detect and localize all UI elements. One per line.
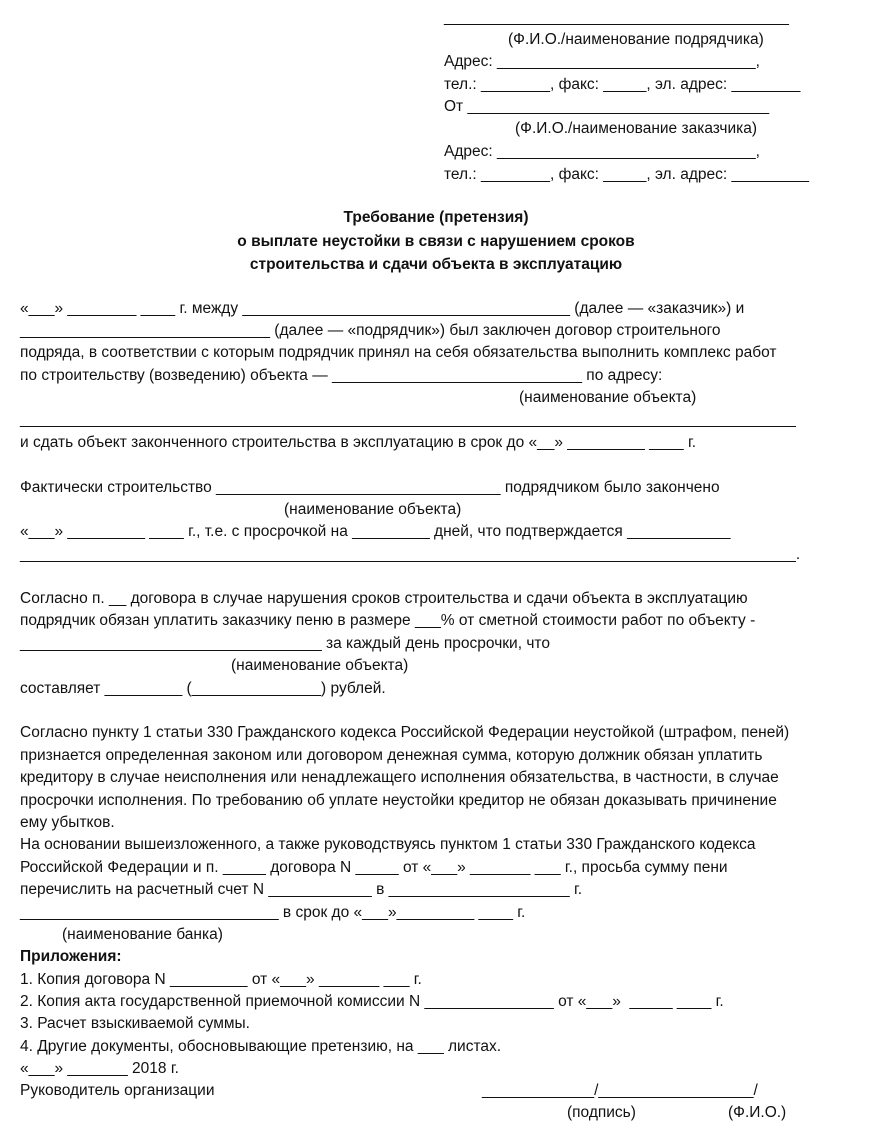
attachment-item: 2. Копия акта государственной приемочной комиссии N _______________ от «___» _____ ____ г. [20, 993, 724, 1010]
contractor-contacts: тел.: ________, факс: _____, эл. адрес: ________ [444, 76, 801, 93]
object-name-caption: (наименование объекта) [519, 389, 697, 406]
attachments-heading: Приложения: [20, 948, 122, 965]
para4-line5: ему убытков. [20, 814, 115, 831]
contractor-caption: (Ф.И.О./наименование подрядчика) [508, 31, 764, 48]
document-date: «___» _______ 2018 г. [20, 1060, 179, 1077]
attachment-item: 1. Копия договора N _________ от «___» _______ ___ г. [20, 971, 422, 988]
para4-line2: признается определенная законом или договором денежная сумма, которую должник обязан уплатить [20, 747, 763, 764]
customer-caption: (Ф.И.О./наименование заказчика) [515, 120, 758, 137]
title-line-1: Требование (претензия) [343, 209, 529, 226]
bank-name-caption: (наименование банка) [62, 926, 223, 943]
para1-line3: подряда, в соответствии с которым подрядчик принял на себя обязательства выполнить комплекс работ [20, 344, 777, 361]
para1-line2: _____________________________ (далее — «подрядчик») был заключен договор строительного [20, 322, 721, 339]
from-line: От ___________________________________ [444, 98, 770, 115]
para4-line1: Согласно пункту 1 статьи 330 Гражданского кодекса Российской Федерации неустойкой (штрафом, пеней) [20, 724, 790, 741]
para4-line4: просрочки исполнения. По требованию об уплате неустойки кредитор не обязан доказывать причинение [20, 792, 777, 809]
para5-line2: Российской Федерации и п. _____ договора N _____ от «___» _______ ___ г., просьба сумму пени [20, 859, 728, 876]
signature-caption: (подпись) [567, 1104, 636, 1121]
contractor-name-line: ________________________________________ [444, 9, 789, 26]
para1-line1: «___» ________ ____ г. между ______________________________________ (далее — «заказчик») и [20, 300, 745, 317]
para3-line3: ___________________________________ за каждый день просрочки, что [20, 635, 550, 652]
para5-line4: ______________________________ в срок до «___»_________ ____ г. [20, 904, 526, 921]
para3-line1: Согласно п. __ договора в случае нарушения сроков строительства и сдачи объекта в эксплуатацию [20, 590, 748, 607]
para1-line4: по строительству (возведению) объекта — _____________________________ по адресу: [20, 367, 663, 384]
para3-line2: подрядчик обязан уплатить заказчику пеню в размере ___% от сметной стоимости работ по объекту - [20, 612, 756, 629]
para3-line4: составляет _________ (_______________) рублей. [20, 680, 386, 697]
para4-line3: кредитору в случае неисполнения или ненадлежащего исполнения обязательства, в частности, в случае [20, 769, 779, 786]
customer-contacts: тел.: ________, факс: _____, эл. адрес: _________ [444, 166, 810, 183]
title-line-2: о выплате неустойки в связи с нарушением сроков [237, 233, 635, 250]
object-name-caption-3: (наименование объекта) [231, 657, 409, 674]
signature-line: _____________/__________________/ [482, 1082, 758, 1099]
para5-line3: перечислить на расчетный счет N ____________ в _____________________ г. [20, 881, 583, 898]
attachment-item: 3. Расчет взыскиваемой суммы. [20, 1015, 250, 1032]
title-line-3: строительства и сдачи объекта в эксплуатацию [249, 256, 623, 273]
contractor-address: Адрес: ______________________________, [444, 53, 760, 70]
para2-line1: Фактически строительство _________________________________ подрядчиком было закончено [20, 479, 720, 496]
para1-line5: __________________________________________________________________________________________ [20, 411, 796, 428]
para2-line3: __________________________________________________________________________________________. [20, 546, 801, 563]
fio-caption: (Ф.И.О.) [728, 1104, 787, 1121]
para2-line2: «___» _________ ____ г., т.е. с просрочкой на _________ дней, что подтверждается ____________ [20, 523, 731, 540]
attachment-item: 4. Другие документы, обосновывающие претензию, на ___ листах. [20, 1038, 502, 1055]
customer-address: Адрес: ______________________________, [444, 143, 760, 160]
signatory-label: Руководитель организации [20, 1082, 215, 1099]
object-name-caption-2: (наименование объекта) [284, 501, 462, 518]
para5-line1: На основании вышеизложенного, а также руководствуясь пунктом 1 статьи 330 Гражданского кодекса [20, 836, 756, 853]
para1-line6: и сдать объект законченного строительства в эксплуатацию в срок до «__» _________ ____ г. [20, 434, 697, 451]
